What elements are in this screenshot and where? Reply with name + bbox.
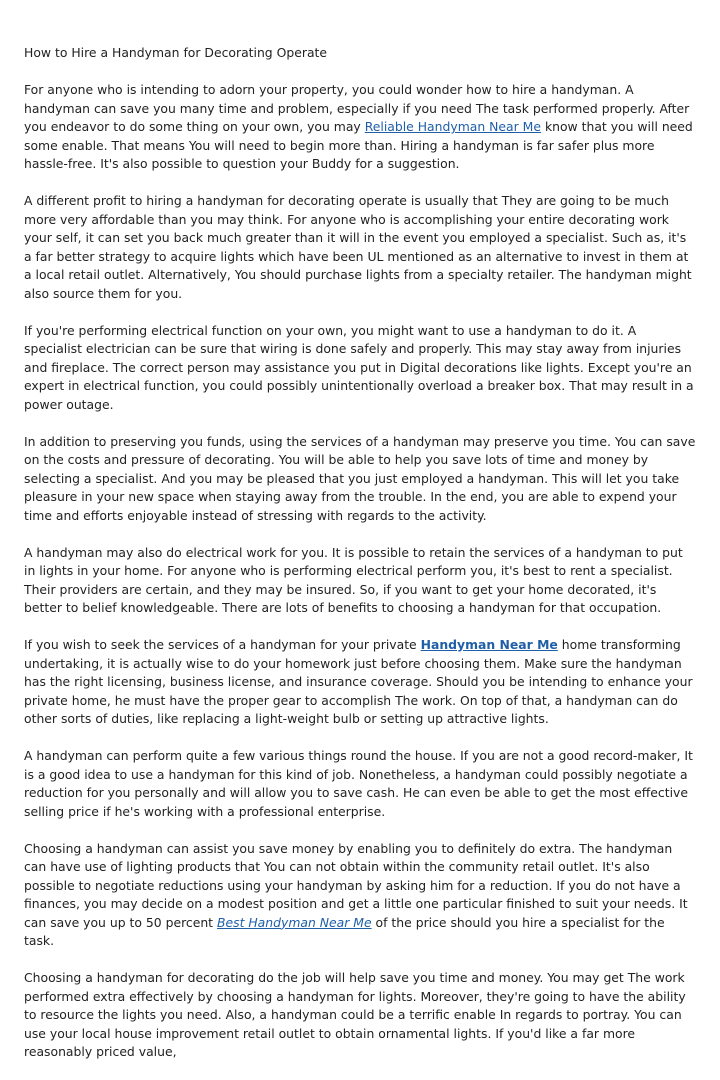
paragraph-8-text-a: Choosing a handyman can assist you save money by enabling you to definitely do extra. The handyman can have use of lighting products that You can not obtain within the community retail outlet. It's also possible to negotiate reductions using your handyman by asking him for a reduction. If you do not have a finances, you may decide on a modest position and get a little one particular finished to suit your needs. It can save you up to 50 percent bbox=[24, 840, 688, 930]
paragraph-1-text-a: For anyone who is intending to adorn your property, you could wonder how to hire a handyman. A handyman can save you many time and problem, especially if you need The task performed properly. After you endeavor to do some thing on your own, you may bbox=[24, 82, 690, 134]
paragraph-6-text-b: home transforming undertaking, it is actually wise to do your homework just before choosing them. Make sure the handyman has the right licensing, business license, and insurance coverage. Should you be intending to enhance your private home, he must have the proper gear to accomplish The work. On top of that, a handyman can do other sorts of duties, like replacing a light-weight bulb or setting up attractive lights. bbox=[24, 637, 693, 726]
paragraph-6 bbox=[24, 636, 696, 729]
paragraph-3: If you're performing electrical function on your own, you might want to use a handyman to do it. A specialist electrician can be sure that wiring is done safely and properly. This may stay away from injuries and fireplace. The correct person may assistance you put in Digital decorations like lights. Except you're an expert in electrical function, you could possibly unintentionally overload a breaker box. That may result in a power outage. bbox=[24, 322, 694, 412]
paragraph-2: A different profit to hiring a handyman for decorating operate is usually that They are going to be much more very affordable than you may think. For anyone who is accomplishing your entire decorating work your self, it can set you back much greater than it will in the event you employed a specialist. Such as, it's a far better strategy to acquire lights which have been UL mentioned as an alternative to invest in them at a local retail outlet. Alternatively, You should purchase lights from a specialty retailer. The handyman might also source them for you. bbox=[24, 193, 692, 301]
handyman-near-me-link[interactable]: Handyman Near Me bbox=[420, 637, 558, 652]
paragraph-4: In addition to preserving you funds, using the services of a handyman may preserve you time. You can save on the costs and pressure of decorating. You will be able to help you save lots of time and money by selecting a specialist. And you may be pleased that you just employed a handyman. This will let you take pleasure in your new space when staying away from the trouble. In the end, you are able to expend your time and efforts enjoyable instead of stressing with regards to the activity. bbox=[24, 433, 696, 523]
paragraph-7: A handyman can perform quite a few various things round the house. If you are not a good record-maker, It is a good idea to use a handyman for this kind of job. Nonetheless, a handyman could possibly negotiate a reduction for you personally and will allow you to save cash. He can even be able to get the most effective selling price if he's working with a professional enterprise. bbox=[24, 748, 693, 819]
paragraph-8 bbox=[24, 840, 696, 951]
paragraph-8-text-b: of the price should you hire a specialist for the task. bbox=[24, 914, 665, 948]
paragraph-5: A handyman may also do electrical work for you. It is possible to retain the services of a handyman to put in lights in your home. For anyone who is performing electrical perform you, it's best to rent a specialist. Their providers are certain, and they may be insured. So, if you want to get your home decorated, it's better to belief knowledgeable. There are lots of benefits to choosing a handyman for that occupation. bbox=[24, 544, 683, 615]
paragraph-9: Choosing a handyman for decorating do the job will help save you time and money. You may get The work performed extra effectively by choosing a handyman for lights. Moreover, they're going to have the ability to resource the lights you need. Also, a handyman could be a terrific enable In regards to portray. You can use your local house improvement retail outlet to obtain ornamental lights. If you'd like a far more reasonably priced value, bbox=[24, 970, 686, 1059]
paragraph-6-text-a: If you wish to seek the services of a handyman for your private bbox=[24, 637, 421, 652]
article-title: How to Hire a Handyman for Decorating Operate bbox=[24, 45, 328, 60]
paragraph-1 bbox=[24, 81, 696, 174]
reliable-handyman-link[interactable]: Reliable Handyman Near Me bbox=[364, 119, 541, 134]
best-handyman-link[interactable]: Best Handyman Near Me bbox=[216, 914, 372, 930]
paragraph-1-text-b: know that you will need some enable. That means You will need to begin more than. Hiring a handyman is far safer plus more hassle-free. It's also possible to question your Buddy for a suggestion. bbox=[24, 119, 693, 171]
article bbox=[24, 44, 696, 1080]
